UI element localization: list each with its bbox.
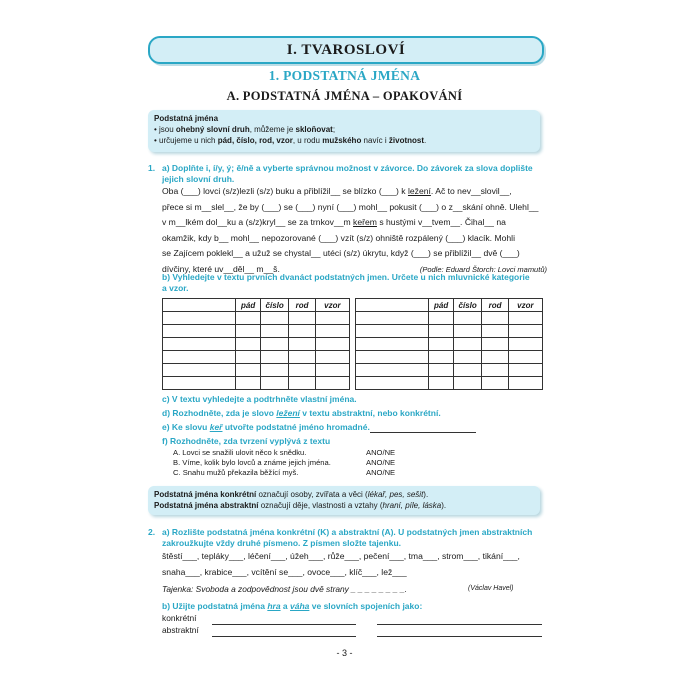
table-row: [163, 351, 350, 364]
statement-list: [173, 448, 413, 478]
table-row: [356, 325, 543, 338]
text-line: okamžik, kdy b__ mohl__ nepozorované (___) vzít (s/z) ohniště rozpálený (___) klacík. Mohli: [162, 232, 515, 243]
task-2-words: štěstí___, tepláky___, léčení___, úžeh___, růže___, pečení___, tma___, strom___, tikání___, snaha___, krabice___, vcítění se___, ovoce___, klíč___, lež___: [162, 551, 520, 577]
answer-choice[interactable]: ANO/NE: [366, 458, 396, 467]
answer-line-collective-noun[interactable]: [370, 432, 476, 433]
answer-choice[interactable]: ANO/NE: [366, 448, 396, 457]
task-1c-instruction: c) V textu vyhledejte a podtrhněte vlastní jména.: [162, 394, 357, 404]
answer-choice[interactable]: ANO/NE: [366, 468, 396, 477]
analysis-table-right: pád číslo rod vzor: [355, 298, 543, 390]
text-line: v m__lkém dol__ku a (s/z)kryl__ se za trnkov__m keřem s hustými v__tvem__. Čihal__ na: [162, 217, 506, 228]
info-box-title: Podstatná jména: [154, 114, 219, 123]
task-2b-instruction: b) Užijte podstatná jména hra a váha ve slovních spojeních jako:: [162, 601, 423, 611]
task-1f-instruction: f) Rozhodněte, zda tvrzení vyplývá z textu: [162, 436, 331, 446]
table-row: [356, 338, 543, 351]
section-title: 1. PODSTATNÁ JMÉNA: [268, 68, 421, 83]
chapter-banner: I. TVAROSLOVÍ: [148, 36, 544, 64]
table-row: [356, 312, 543, 325]
info-box-nouns: [148, 110, 540, 152]
text-line: přece si m__slel__, že by (___) se (___) nyní (___) mohl__ pokusit (___) o z__skání ohně. Ulehl__: [162, 201, 539, 212]
label-konkretni: konkrétní: [162, 613, 197, 623]
info-line-abstract: Podstatná jména abstraktní označují děje, vlastnosti a vztahy (hraní, píle, láska).: [154, 501, 447, 510]
info-line-2: • určujeme u nich pád, číslo, rod, vzor, u rodu mužského navíc i životnost.: [154, 136, 427, 145]
statement-item: C. Snahu mužů překazila běžící myš. ANO/NE: [173, 468, 396, 477]
info-line-concrete: Podstatná jména konkrétní označují osoby, zvířata a věci (lékař, pes, sešit).: [154, 490, 429, 499]
task-1-number: 1.: [148, 163, 156, 173]
task-1-text: [162, 184, 547, 278]
analysis-table-left: pád číslo rod vzor: [162, 298, 350, 390]
task-1a-instruction: a) Doplňte i, í/y, ý; ě/ně a vyberte správnou možnost v závorce. Do závorek za slova doplište jejich slovní druh.: [162, 163, 533, 184]
text-line: se Zajícem poklekl__ a užuž se chystal__ utéci (s/z) úkrytu, když (___) se přiblížil__ dvě (___): [162, 248, 520, 259]
task-1d-instruction: d) Rozhodněte, zda je slovo ležení v textu abstraktní, nebo konkrétní.: [162, 408, 441, 418]
statement-item: B. Víme, kolik bylo lovců a známe jejich jména. ANO/NE: [173, 458, 396, 467]
info-line-1: • jsou ohebný slovní druh, můžeme je skloňovat;: [154, 125, 336, 134]
answer-line-abstraktni-1[interactable]: [212, 636, 356, 637]
table-row: [163, 338, 350, 351]
table-row: [163, 364, 350, 377]
table-row: [356, 377, 543, 390]
table-row: [163, 312, 350, 325]
task-2a-instruction: a) Rozlište podstatná jména konkrétní (K) a abstraktní (A). U podstatných jmen abstraktních zakroužkujte vždy druhé písmeno. Z písmen složte tajenku.: [162, 527, 533, 548]
page-number: - 3 -: [336, 648, 353, 658]
answer-line-konkretni-1[interactable]: [212, 624, 356, 625]
tajenka-source: (Václav Havel): [468, 585, 514, 592]
task-2-number: 2.: [148, 527, 156, 537]
subsection-title: A. PODSTATNÁ JMÉNA – OPAKOVÁNÍ: [226, 89, 463, 103]
text-line: dívčiny, které uv__děl__ m__š. (Podle: Eduard Štorch: Lovci mamutů): [162, 262, 547, 278]
tajenka: Tajenka: Svoboda a zodpovědnost jsou dvě strany _ _ _ _ _ _ _ _. (Václav Havel): [162, 584, 514, 594]
text-source: (Podle: Eduard Štorch: Lovci mamutů): [419, 264, 547, 274]
table-row: [163, 377, 350, 390]
label-abstraktni: abstraktní: [162, 625, 199, 635]
info-box-concrete-abstract: [148, 486, 540, 515]
statement-item: A. Lovci se snažili ulovit něco k snědku. ANO/NE: [173, 448, 396, 457]
text-line: Oba (___) lovci (s/z)lezli (s/z) buku a přiblížil__ se blízko (___) k ležení. Ač to nev__slovil__,: [162, 186, 512, 196]
table-row: [356, 351, 543, 364]
task-1e-instruction: e) Ke slovu keř utvořte podstatné jméno hromadné.: [162, 422, 370, 432]
answer-line-konkretni-2[interactable]: [377, 624, 542, 625]
table-row: [356, 364, 543, 377]
table-row: [163, 325, 350, 338]
answer-line-abstraktni-2[interactable]: [377, 636, 542, 637]
task-1b-instruction: b) Vyhledejte v textu prvních dvanáct podstatných jmen. Určete u nich mluvnické kategorie a vzor.: [162, 272, 530, 293]
